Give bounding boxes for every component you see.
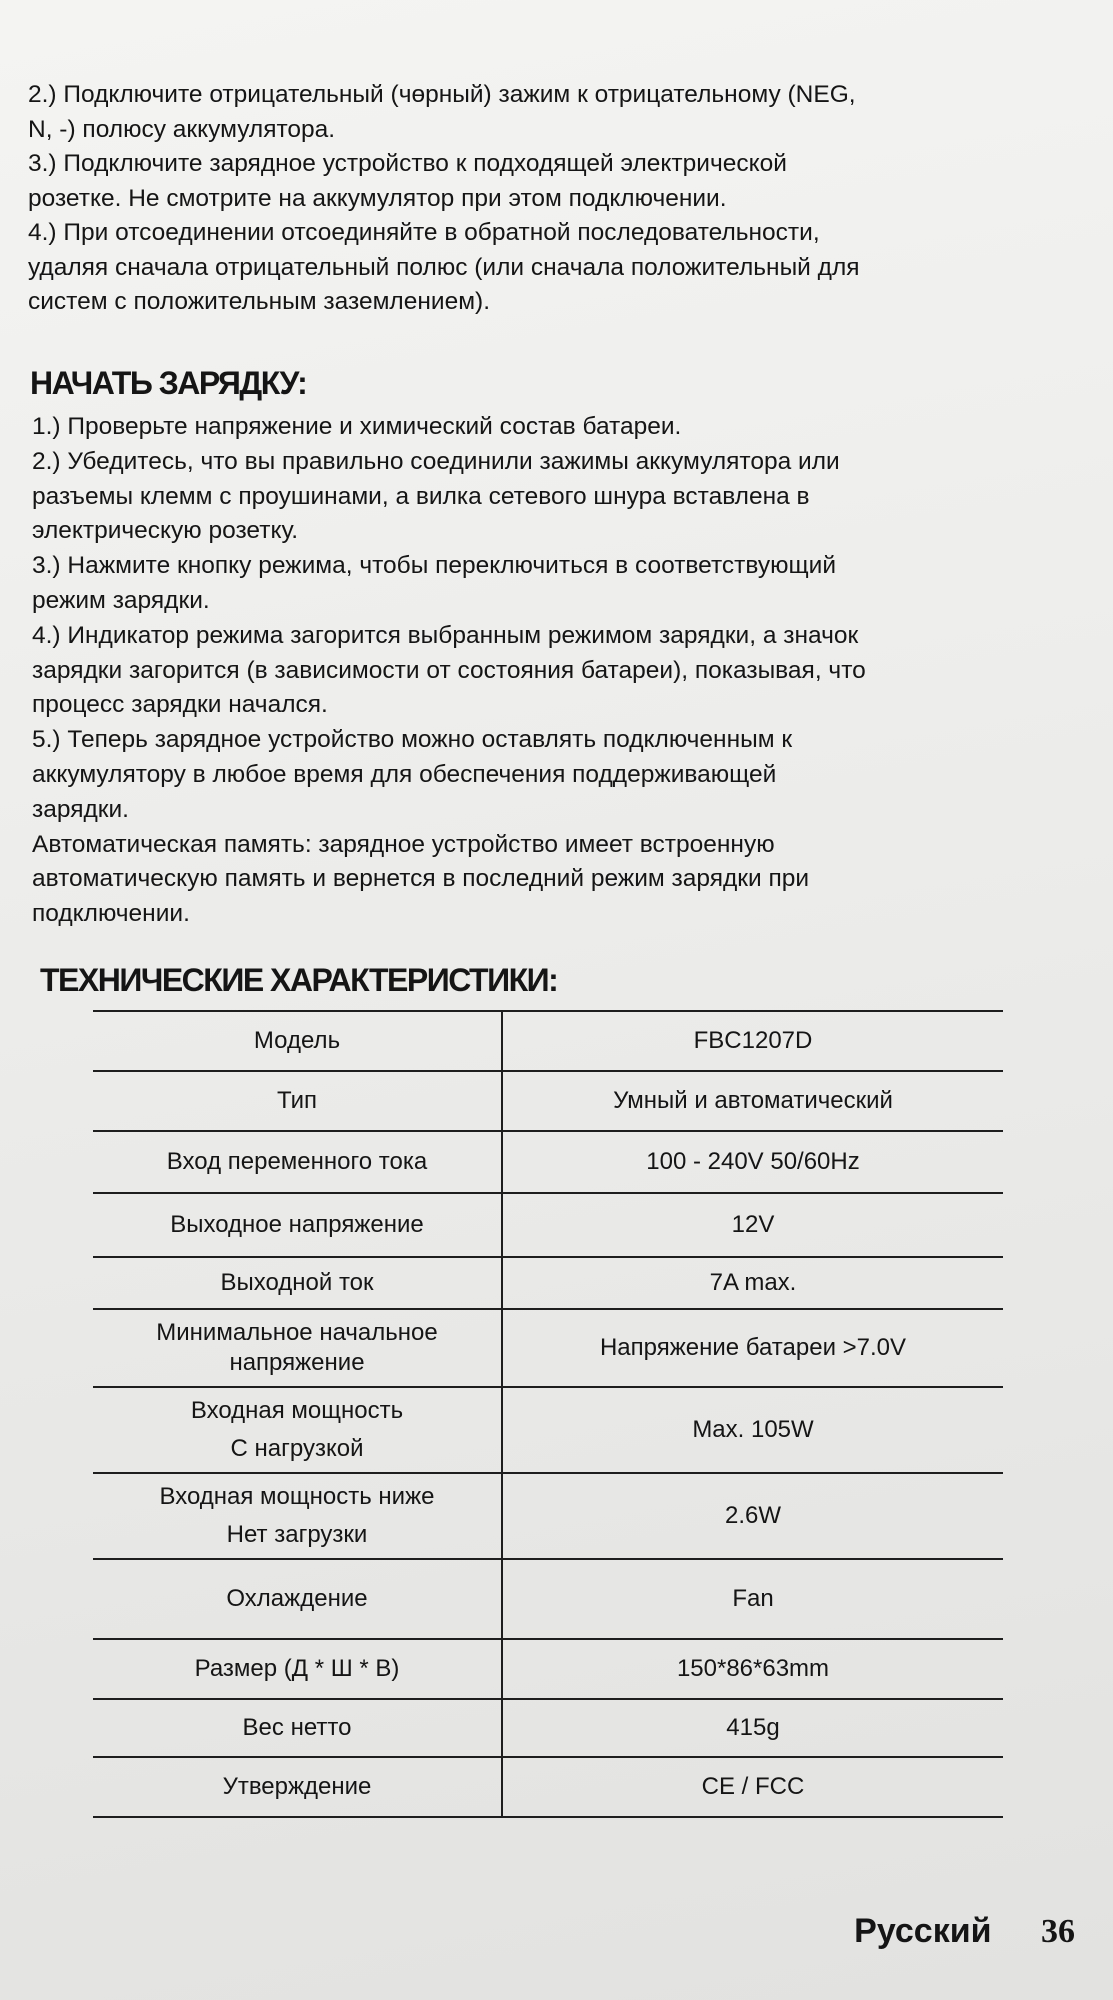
spec-key-line: Нет загрузки [226,1521,368,1548]
start-charging-heading: НАЧАТЬ ЗАРЯДКУ: [30,365,307,401]
spec-key [93,1071,502,1131]
intro-line: 3.) Подключите зарядное устройство к подходящей электрической [28,150,787,177]
spec-key [93,1309,502,1387]
table-row [93,1387,1003,1473]
start-line: режим зарядки. [32,586,210,614]
spec-value: 150*86*63mm [502,1639,1003,1699]
spec-key [93,1193,502,1257]
spec-key-line: Тип [276,1087,317,1114]
table-row [93,1131,1003,1193]
table-row [93,1757,1003,1817]
spec-value: FBC1207D [502,1011,1003,1071]
spec-value: Напряжение батареи >7.0V [502,1309,1003,1387]
start-line: зарядки. [32,795,129,823]
intro-line: розетке. Не смотрите на аккумулятор при этом подключении. [28,184,727,212]
start-line: 2.) Убедитесь, что вы правильно соединили зажимы аккумулятора или [32,447,840,475]
footer-language: Русский [854,1912,992,1950]
start-line: Автоматическая память: зарядное устройство имеет встроенную [32,830,775,858]
spec-value: Fan [502,1559,1003,1639]
spec-key [93,1757,502,1817]
spec-value: CE / FCC [502,1757,1003,1817]
start-line: разъемы клемм с проушинами, а вилка сетевого шнура вставлена в [32,482,810,510]
connection-steps [28,78,1088,320]
spec-value: 2.6W [502,1473,1003,1559]
spec-key-line: Утверждение [222,1773,372,1800]
start-line: 1.) Проверьте напряжение и химический состав батареи. [32,413,682,440]
spec-key [93,1387,502,1473]
table-row [93,1011,1003,1071]
spec-key [93,1639,502,1699]
spec-key [93,1131,502,1193]
start-line: подключении. [32,900,190,928]
spec-value: Умный и автоматический [502,1071,1003,1131]
spec-key-line: Входная мощность ниже [159,1483,435,1510]
spec-key-line: Вес нетто [242,1714,352,1741]
spec-value: 12V [502,1193,1003,1257]
table-row [93,1257,1003,1309]
intro-line: N, -) полюсу аккумулятора. [28,115,336,143]
specifications-heading: ТЕХНИЧЕСКИЕ ХАРАКТЕРИСТИКИ: [40,962,558,998]
intro-line: удаляя сначала отрицательный полюс (или сначала положительный для [28,253,860,281]
start-line: автоматическую память и вернется в последний режим зарядки при [32,865,810,893]
start-line: 3.) Нажмите кнопку режима, чтобы переключиться в соответствующий [32,552,837,580]
start-charging-steps [32,410,1092,932]
spec-key-line: Выходной ток [220,1269,374,1296]
start-line: 4.) Индикатор режима загорится выбранным режимом зарядки, а значок [32,621,859,649]
table-row [93,1309,1003,1387]
spec-key-line: Входная мощность [190,1397,404,1424]
start-line: процесс зарядки начался. [32,691,328,719]
intro-line: 2.) Подключите отрицательный (чөрный) зажим к отрицательному (NEG, [28,81,856,108]
spec-key [93,1559,502,1639]
start-line: электрическую розетку. [32,517,299,545]
start-line: аккумулятору в любое время для обеспечения поддерживающей [32,760,777,788]
table-row [93,1193,1003,1257]
table-row [93,1473,1003,1559]
spec-key [93,1699,502,1757]
page-footer [854,1912,1075,1951]
table-row [93,1559,1003,1639]
spec-value: Max. 105W [502,1387,1003,1473]
spec-key-line: Охлаждение [226,1585,368,1612]
table-row [93,1071,1003,1131]
specifications-table [93,1010,1003,1818]
spec-key [93,1011,502,1071]
spec-key-line: Размер (Д * Ш * В) [194,1655,400,1682]
spec-key-line: Модель [253,1027,341,1054]
start-line: зарядки загорится (в зависимости от состояния батареи), показывая, что [32,656,866,684]
spec-key-line: напряжение [229,1349,365,1376]
spec-value: 100 - 240V 50/60Hz [502,1131,1003,1193]
spec-key-line: С нагрузкой [230,1435,364,1462]
page-number: 36 [1041,1913,1075,1950]
spec-key [93,1473,502,1559]
intro-line: систем с положительным заземлением). [28,288,491,315]
start-line: 5.) Теперь зарядное устройство можно оставлять подключенным к [32,726,793,754]
spec-key-line: Минимальное начальное [156,1319,438,1346]
spec-key-line: Вход переменного тока [166,1148,428,1175]
spec-key-line: Выходное напряжение [170,1211,424,1238]
table-row [93,1639,1003,1699]
spec-value: 7A max. [502,1257,1003,1309]
spec-value: 415g [502,1699,1003,1757]
spec-key [93,1257,502,1309]
table-row [93,1699,1003,1757]
intro-line: 4.) При отсоединении отсоединяйте в обратной последовательности, [28,219,820,246]
